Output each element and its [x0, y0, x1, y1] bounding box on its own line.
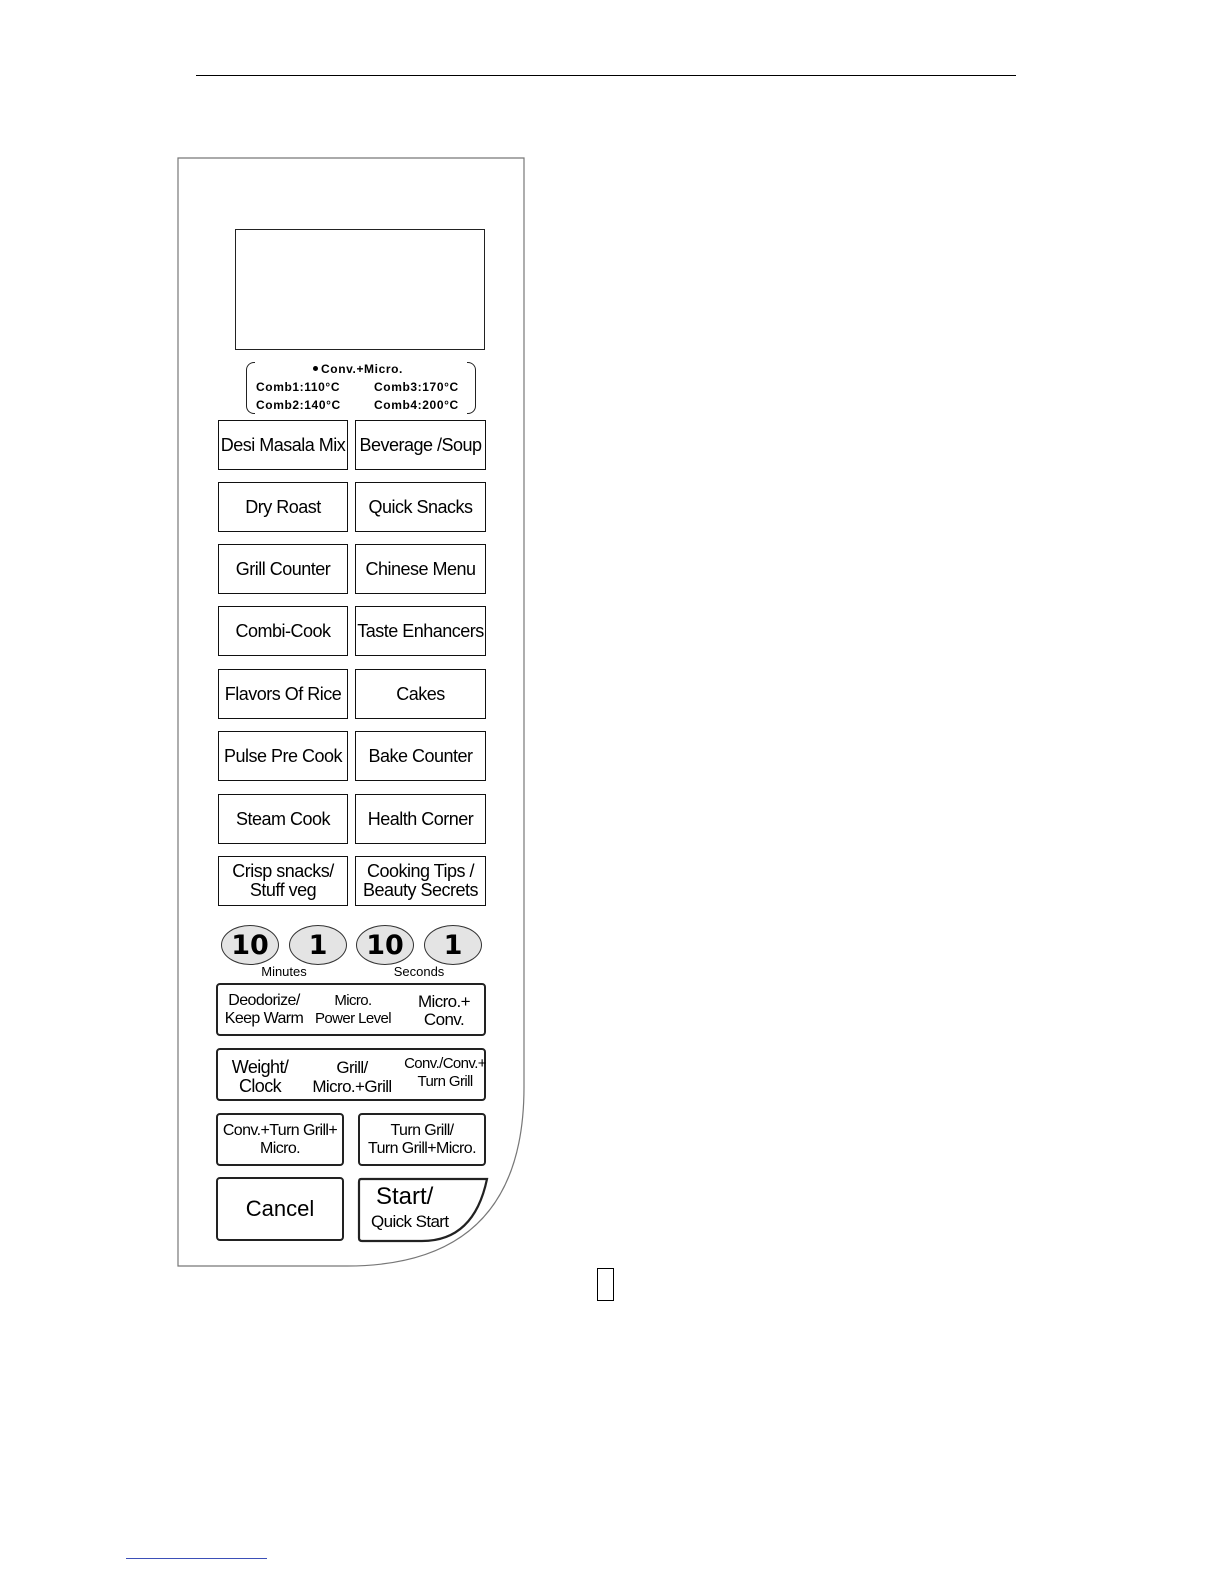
label-line-2: Conv.	[423, 1010, 465, 1029]
combi-cook-button[interactable]	[218, 606, 348, 656]
label-line-1: Micro.	[334, 992, 372, 1009]
footer-link-rule	[126, 1558, 267, 1559]
quick-start-label: Quick Start	[371, 1212, 449, 1231]
one-second-button[interactable]: 1	[424, 925, 482, 965]
steam-cook-button[interactable]	[218, 794, 348, 844]
label-line-1: Conv.+Turn Grill+	[222, 1122, 338, 1139]
label-line-1: Turn Grill/	[390, 1122, 454, 1139]
key-label: Grill Counter	[235, 558, 331, 579]
label-line-2: Clock	[238, 1076, 281, 1096]
key-label: Dry Roast	[245, 496, 321, 517]
pulse-pre-cook-button[interactable]	[218, 731, 348, 781]
turn-grill-micro-button[interactable]	[358, 1113, 486, 1166]
weight-clock-button[interactable]	[220, 1058, 300, 1096]
one-minute-button[interactable]: 1	[289, 925, 347, 965]
flavors-of-rice-button[interactable]	[218, 669, 348, 719]
key-label: Quick Snacks	[368, 496, 473, 517]
label-line-1: Grill/	[336, 1058, 368, 1077]
combo-3: Comb3:170°C	[374, 380, 459, 394]
cancel-label: Cancel	[245, 1196, 315, 1221]
lcd-display	[235, 229, 485, 350]
conv-turn-grill-button[interactable]	[402, 1055, 488, 1091]
ten-seconds-button[interactable]: 10	[356, 925, 414, 965]
combination-legend	[246, 362, 476, 414]
right-bracket	[467, 362, 476, 414]
label-line-1: Micro.+	[417, 992, 470, 1011]
combo-4: Comb4:200°C	[374, 398, 459, 412]
key-label: Chinese Menu	[365, 558, 476, 579]
dry-roast-button[interactable]	[218, 482, 348, 532]
header-rule	[196, 75, 1016, 76]
key-label: Flavors Of Rice	[224, 683, 342, 704]
combo-title-text: Conv.+Micro.	[321, 362, 403, 376]
page-marker-box	[597, 1268, 614, 1301]
grill-counter-button[interactable]	[218, 544, 348, 594]
key-label-line-1: Cooking Tips /	[366, 861, 475, 881]
seconds-label: Seconds	[393, 964, 445, 979]
conv-turn-grill-micro-label	[218, 1122, 342, 1158]
label-line-1: Weight/	[231, 1057, 289, 1077]
minutes-label: Minutes	[261, 964, 307, 979]
bullet-icon	[313, 366, 318, 371]
label-line-1: Conv./Conv.+	[404, 1055, 486, 1072]
key-label-line-1: Crisp snacks/	[232, 861, 334, 881]
cancel-button[interactable]	[216, 1177, 344, 1241]
label-line-2: Micro.	[260, 1140, 300, 1157]
combo-1: Comb1:110°C	[256, 380, 341, 394]
cooking-tips-button[interactable]	[355, 856, 486, 906]
deodorize-keep-warm-button[interactable]	[220, 992, 308, 1028]
micro-conv-button[interactable]	[402, 993, 486, 1029]
key-label: Taste Enhancers	[357, 620, 484, 641]
function-key-strip-1	[216, 983, 486, 1036]
micro-power-level-button[interactable]	[310, 992, 396, 1028]
quick-snacks-button[interactable]	[355, 482, 486, 532]
function-key-strip-2	[216, 1048, 486, 1101]
start-label: Start/	[376, 1183, 434, 1210]
key-label: Steam Cook	[235, 808, 331, 829]
chinese-menu-button[interactable]	[355, 544, 486, 594]
label-line-2: Turn Grill	[417, 1073, 473, 1090]
label-line-1: Deodorize/	[228, 992, 300, 1009]
left-bracket	[246, 362, 255, 414]
label-line-2: Keep Warm	[224, 1010, 304, 1027]
key-label: Bake Counter	[368, 745, 473, 766]
key-label: Beverage /Soup	[359, 434, 482, 455]
key-label: Combi-Cook	[235, 620, 331, 641]
key-label-line-2: Stuff veg	[249, 880, 317, 900]
start-button[interactable]	[356, 1175, 490, 1245]
beverage-soup-button[interactable]	[355, 420, 486, 470]
bake-counter-button[interactable]	[355, 731, 486, 781]
key-label: Pulse Pre Cook	[223, 745, 343, 766]
taste-enhancers-button[interactable]	[355, 606, 486, 656]
cakes-button[interactable]	[355, 669, 486, 719]
grill-micro-grill-button[interactable]	[304, 1058, 400, 1096]
label-line-2: Power Level	[315, 1010, 391, 1027]
key-label: Health Corner	[367, 808, 474, 829]
conv-turn-grill-micro-button[interactable]	[216, 1113, 344, 1166]
combo-title	[313, 362, 403, 376]
key-label-line-2: Beauty Secrets	[362, 880, 479, 900]
combo-2: Comb2:140°C	[256, 398, 341, 412]
turn-grill-micro-label	[360, 1122, 484, 1158]
label-line-2: Micro.+Grill	[312, 1077, 392, 1096]
desi-masala-mix-button[interactable]	[218, 420, 348, 470]
key-label: Desi Masala Mix	[220, 434, 346, 455]
label-line-2: Turn Grill+Micro.	[368, 1140, 476, 1157]
crisp-snacks-button[interactable]	[218, 856, 348, 906]
ten-minutes-button[interactable]: 10	[221, 925, 279, 965]
health-corner-button[interactable]	[355, 794, 486, 844]
key-label: Cakes	[396, 683, 445, 704]
